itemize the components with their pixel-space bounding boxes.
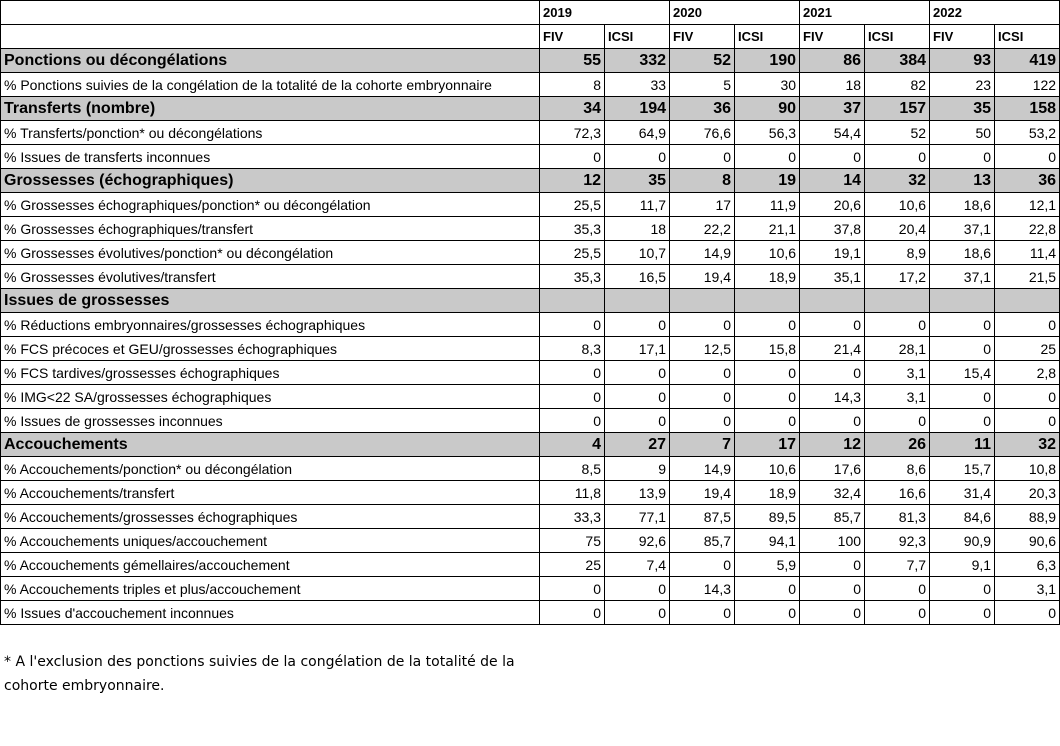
value-cell: 19,4 xyxy=(670,265,735,289)
table-row xyxy=(1,337,1060,361)
value-cell: 19,4 xyxy=(670,481,735,505)
value-cell: 37 xyxy=(800,97,865,121)
row-label: % Accouchements triples et plus/accouchement xyxy=(1,577,540,601)
value-cell: 19,1 xyxy=(800,241,865,265)
value-cell: 0 xyxy=(735,409,800,433)
value-cell: 77,1 xyxy=(605,505,670,529)
value-cell: 28,1 xyxy=(865,337,930,361)
value-cell: 55 xyxy=(540,49,605,73)
value-cell: 12,1 xyxy=(995,193,1060,217)
value-cell: 23 xyxy=(930,73,995,97)
value-cell: 20,6 xyxy=(800,193,865,217)
value-cell: 0 xyxy=(995,145,1060,169)
value-cell: 31,4 xyxy=(930,481,995,505)
value-cell: 190 xyxy=(735,49,800,73)
value-cell: 22,8 xyxy=(995,217,1060,241)
value-cell: 17 xyxy=(670,193,735,217)
value-cell: 35,1 xyxy=(800,265,865,289)
value-cell: 21,4 xyxy=(800,337,865,361)
value-cell: 0 xyxy=(540,145,605,169)
value-cell: 33,3 xyxy=(540,505,605,529)
value-cell: 15,7 xyxy=(930,457,995,481)
value-cell: 52 xyxy=(670,49,735,73)
value-cell: 37,1 xyxy=(930,217,995,241)
value-cell: 7,4 xyxy=(605,553,670,577)
value-cell: 17,1 xyxy=(605,337,670,361)
value-cell: 85,7 xyxy=(800,505,865,529)
value-cell: 88,9 xyxy=(995,505,1060,529)
value-cell: 75 xyxy=(540,529,605,553)
value-cell: 158 xyxy=(995,97,1060,121)
row-label: % Réductions embryonnaires/grossesses échographiques xyxy=(1,313,540,337)
table-row xyxy=(1,481,1060,505)
value-cell: 5,9 xyxy=(735,553,800,577)
value-cell: 89,5 xyxy=(735,505,800,529)
value-cell: 11,7 xyxy=(605,193,670,217)
value-cell xyxy=(670,289,735,313)
value-cell: 19 xyxy=(735,169,800,193)
value-cell: 0 xyxy=(540,361,605,385)
value-cell: 0 xyxy=(670,409,735,433)
row-label: Transferts (nombre) xyxy=(1,97,540,121)
value-cell: 0 xyxy=(865,577,930,601)
value-cell: 0 xyxy=(800,145,865,169)
value-cell: 0 xyxy=(800,601,865,625)
value-cell: 0 xyxy=(605,361,670,385)
table-row xyxy=(1,73,1060,97)
value-cell: 100 xyxy=(800,529,865,553)
table-row xyxy=(1,265,1060,289)
value-cell: 0 xyxy=(605,409,670,433)
value-cell: 0 xyxy=(670,361,735,385)
value-cell: 20,4 xyxy=(865,217,930,241)
row-label: % IMG<22 SA/grossesses échographiques xyxy=(1,385,540,409)
value-cell: 35,3 xyxy=(540,217,605,241)
method-fiv-2020: FIV xyxy=(670,25,735,49)
value-cell: 0 xyxy=(735,361,800,385)
value-cell: 10,6 xyxy=(735,457,800,481)
year-2021: 2021 xyxy=(800,1,930,25)
value-cell: 9,1 xyxy=(930,553,995,577)
table-row xyxy=(1,361,1060,385)
value-cell: 90 xyxy=(735,97,800,121)
value-cell: 14,3 xyxy=(800,385,865,409)
value-cell: 0 xyxy=(735,313,800,337)
row-label: % Issues de transferts inconnues xyxy=(1,145,540,169)
section-row xyxy=(1,49,1060,73)
header-blank-cell xyxy=(1,25,540,49)
year-2019: 2019 xyxy=(540,1,670,25)
value-cell: 12 xyxy=(540,169,605,193)
value-cell: 17 xyxy=(735,433,800,457)
value-cell: 384 xyxy=(865,49,930,73)
row-label: % Grossesses évolutives/transfert xyxy=(1,265,540,289)
value-cell: 86 xyxy=(800,49,865,73)
row-label: % Issues d'accouchement inconnues xyxy=(1,601,540,625)
value-cell: 13 xyxy=(930,169,995,193)
value-cell: 0 xyxy=(540,601,605,625)
row-label: Accouchements xyxy=(1,433,540,457)
value-cell: 22,2 xyxy=(670,217,735,241)
value-cell: 14,9 xyxy=(670,457,735,481)
value-cell: 17,6 xyxy=(800,457,865,481)
value-cell: 93 xyxy=(930,49,995,73)
value-cell: 15,4 xyxy=(930,361,995,385)
value-cell: 8 xyxy=(540,73,605,97)
value-cell: 72,3 xyxy=(540,121,605,145)
value-cell: 33 xyxy=(605,73,670,97)
row-label: % Accouchements/grossesses échographiques xyxy=(1,505,540,529)
value-cell xyxy=(605,289,670,313)
value-cell xyxy=(865,289,930,313)
section-row xyxy=(1,97,1060,121)
value-cell xyxy=(995,289,1060,313)
value-cell: 8,9 xyxy=(865,241,930,265)
value-cell: 20,3 xyxy=(995,481,1060,505)
value-cell: 84,6 xyxy=(930,505,995,529)
row-label: % Accouchements/ponction* ou décongélation xyxy=(1,457,540,481)
value-cell: 17,2 xyxy=(865,265,930,289)
table-row xyxy=(1,529,1060,553)
value-cell: 0 xyxy=(605,577,670,601)
row-label: % Grossesses échographiques/transfert xyxy=(1,217,540,241)
value-cell: 76,6 xyxy=(670,121,735,145)
value-cell: 90,9 xyxy=(930,529,995,553)
value-cell: 37,8 xyxy=(800,217,865,241)
value-cell: 332 xyxy=(605,49,670,73)
value-cell: 0 xyxy=(735,145,800,169)
value-cell: 27 xyxy=(605,433,670,457)
method-header-row xyxy=(1,25,1060,49)
value-cell: 14,9 xyxy=(670,241,735,265)
value-cell: 54,4 xyxy=(800,121,865,145)
value-cell: 0 xyxy=(865,145,930,169)
value-cell: 16,6 xyxy=(865,481,930,505)
value-cell: 419 xyxy=(995,49,1060,73)
value-cell: 0 xyxy=(930,145,995,169)
value-cell: 8 xyxy=(670,169,735,193)
value-cell: 4 xyxy=(540,433,605,457)
value-cell: 25 xyxy=(995,337,1060,361)
row-label: Ponctions ou décongélations xyxy=(1,49,540,73)
value-cell: 10,7 xyxy=(605,241,670,265)
value-cell: 0 xyxy=(930,577,995,601)
value-cell: 92,6 xyxy=(605,529,670,553)
method-fiv-2019: FIV xyxy=(540,25,605,49)
value-cell: 0 xyxy=(540,577,605,601)
row-label: Issues de grossesses xyxy=(1,289,540,313)
value-cell: 32,4 xyxy=(800,481,865,505)
value-cell: 0 xyxy=(605,313,670,337)
value-cell: 56,3 xyxy=(735,121,800,145)
value-cell: 11,4 xyxy=(995,241,1060,265)
value-cell: 18,6 xyxy=(930,193,995,217)
value-cell: 30 xyxy=(735,73,800,97)
table-row xyxy=(1,121,1060,145)
value-cell: 7,7 xyxy=(865,553,930,577)
value-cell: 94,1 xyxy=(735,529,800,553)
value-cell: 82 xyxy=(865,73,930,97)
value-cell: 8,5 xyxy=(540,457,605,481)
value-cell: 0 xyxy=(800,313,865,337)
value-cell: 34 xyxy=(540,97,605,121)
value-cell: 0 xyxy=(865,409,930,433)
row-label: Grossesses (échographiques) xyxy=(1,169,540,193)
value-cell: 0 xyxy=(930,385,995,409)
value-cell: 8,6 xyxy=(865,457,930,481)
value-cell: 10,6 xyxy=(865,193,930,217)
method-icsi-2021: ICSI xyxy=(865,25,930,49)
row-label: % Ponctions suivies de la congélation de la totalité de la cohorte embryonnaire xyxy=(1,73,540,97)
value-cell: 25 xyxy=(540,553,605,577)
value-cell: 2,8 xyxy=(995,361,1060,385)
value-cell: 36 xyxy=(995,169,1060,193)
table-row xyxy=(1,457,1060,481)
value-cell: 26 xyxy=(865,433,930,457)
value-cell: 0 xyxy=(995,409,1060,433)
value-cell: 0 xyxy=(735,601,800,625)
value-cell: 194 xyxy=(605,97,670,121)
value-cell: 0 xyxy=(670,313,735,337)
method-icsi-2019: ICSI xyxy=(605,25,670,49)
value-cell: 21,5 xyxy=(995,265,1060,289)
value-cell: 53,2 xyxy=(995,121,1060,145)
value-cell: 0 xyxy=(670,145,735,169)
value-cell: 3,1 xyxy=(865,361,930,385)
value-cell: 0 xyxy=(670,553,735,577)
value-cell: 64,9 xyxy=(605,121,670,145)
table-row xyxy=(1,409,1060,433)
value-cell: 0 xyxy=(670,385,735,409)
value-cell: 15,8 xyxy=(735,337,800,361)
value-cell: 0 xyxy=(540,313,605,337)
value-cell: 85,7 xyxy=(670,529,735,553)
value-cell: 0 xyxy=(605,145,670,169)
method-icsi-2022: ICSI xyxy=(995,25,1060,49)
value-cell: 81,3 xyxy=(865,505,930,529)
year-2020: 2020 xyxy=(670,1,800,25)
footnote-line-1: * A l'exclusion des ponctions suivies de la congélation de la totalité de la xyxy=(4,654,515,670)
row-label: % Accouchements uniques/accouchement xyxy=(1,529,540,553)
value-cell: 0 xyxy=(800,361,865,385)
row-label: % Issues de grossesses inconnues xyxy=(1,409,540,433)
value-cell: 18,6 xyxy=(930,241,995,265)
value-cell: 0 xyxy=(995,385,1060,409)
value-cell: 12,5 xyxy=(670,337,735,361)
value-cell: 0 xyxy=(800,577,865,601)
row-label: % FCS précoces et GEU/grossesses échographiques xyxy=(1,337,540,361)
value-cell: 0 xyxy=(735,577,800,601)
value-cell: 11,9 xyxy=(735,193,800,217)
value-cell: 10,8 xyxy=(995,457,1060,481)
table-row xyxy=(1,313,1060,337)
value-cell: 18,9 xyxy=(735,481,800,505)
value-cell: 87,5 xyxy=(670,505,735,529)
value-cell xyxy=(930,289,995,313)
value-cell: 7 xyxy=(670,433,735,457)
method-fiv-2021: FIV xyxy=(800,25,865,49)
value-cell: 36 xyxy=(670,97,735,121)
value-cell: 35 xyxy=(605,169,670,193)
value-cell: 0 xyxy=(930,313,995,337)
table-row xyxy=(1,505,1060,529)
value-cell: 16,5 xyxy=(605,265,670,289)
value-cell xyxy=(735,289,800,313)
table-row xyxy=(1,217,1060,241)
value-cell: 0 xyxy=(605,385,670,409)
value-cell: 0 xyxy=(865,313,930,337)
value-cell xyxy=(800,289,865,313)
value-cell: 14 xyxy=(800,169,865,193)
value-cell: 11 xyxy=(930,433,995,457)
header-blank-cell xyxy=(1,1,540,25)
table-row xyxy=(1,241,1060,265)
value-cell: 90,6 xyxy=(995,529,1060,553)
value-cell: 0 xyxy=(670,601,735,625)
value-cell: 32 xyxy=(865,169,930,193)
value-cell: 0 xyxy=(930,601,995,625)
value-cell: 14,3 xyxy=(670,577,735,601)
value-cell: 37,1 xyxy=(930,265,995,289)
value-cell: 25,5 xyxy=(540,241,605,265)
table-row xyxy=(1,145,1060,169)
value-cell: 0 xyxy=(930,409,995,433)
value-cell: 122 xyxy=(995,73,1060,97)
table-row xyxy=(1,193,1060,217)
method-fiv-2022: FIV xyxy=(930,25,995,49)
row-label: % FCS tardives/grossesses échographiques xyxy=(1,361,540,385)
year-2022: 2022 xyxy=(930,1,1060,25)
year-header-row xyxy=(1,1,1060,25)
value-cell: 9 xyxy=(605,457,670,481)
value-cell xyxy=(540,289,605,313)
value-cell: 18,9 xyxy=(735,265,800,289)
value-cell: 6,3 xyxy=(995,553,1060,577)
value-cell: 35,3 xyxy=(540,265,605,289)
table-row xyxy=(1,385,1060,409)
value-cell: 18 xyxy=(800,73,865,97)
value-cell: 10,6 xyxy=(735,241,800,265)
value-cell: 0 xyxy=(735,385,800,409)
value-cell: 25,5 xyxy=(540,193,605,217)
footnote-line-2: cohorte embryonnaire. xyxy=(4,678,165,694)
table-row xyxy=(1,577,1060,601)
value-cell: 0 xyxy=(540,409,605,433)
method-icsi-2020: ICSI xyxy=(735,25,800,49)
value-cell: 3,1 xyxy=(865,385,930,409)
table-row xyxy=(1,601,1060,625)
section-row xyxy=(1,169,1060,193)
value-cell: 3,1 xyxy=(995,577,1060,601)
value-cell: 50 xyxy=(930,121,995,145)
value-cell: 18 xyxy=(605,217,670,241)
value-cell: 0 xyxy=(800,553,865,577)
value-cell: 0 xyxy=(995,601,1060,625)
section-row xyxy=(1,433,1060,457)
value-cell: 21,1 xyxy=(735,217,800,241)
value-cell: 0 xyxy=(930,337,995,361)
value-cell: 52 xyxy=(865,121,930,145)
row-label: % Accouchements gémellaires/accouchement xyxy=(1,553,540,577)
value-cell: 11,8 xyxy=(540,481,605,505)
value-cell: 12 xyxy=(800,433,865,457)
row-label: % Accouchements/transfert xyxy=(1,481,540,505)
value-cell: 35 xyxy=(930,97,995,121)
section-row xyxy=(1,289,1060,313)
value-cell: 5 xyxy=(670,73,735,97)
row-label: % Transferts/ponction* ou décongélations xyxy=(1,121,540,145)
value-cell: 0 xyxy=(800,409,865,433)
value-cell: 0 xyxy=(995,313,1060,337)
value-cell: 0 xyxy=(540,385,605,409)
footnote xyxy=(4,650,515,698)
value-cell: 8,3 xyxy=(540,337,605,361)
row-label: % Grossesses échographiques/ponction* ou décongélation xyxy=(1,193,540,217)
value-cell: 0 xyxy=(605,601,670,625)
value-cell: 32 xyxy=(995,433,1060,457)
value-cell: 13,9 xyxy=(605,481,670,505)
row-label: % Grossesses évolutives/ponction* ou décongélation xyxy=(1,241,540,265)
value-cell: 0 xyxy=(865,601,930,625)
table-row xyxy=(1,553,1060,577)
value-cell: 157 xyxy=(865,97,930,121)
value-cell: 92,3 xyxy=(865,529,930,553)
